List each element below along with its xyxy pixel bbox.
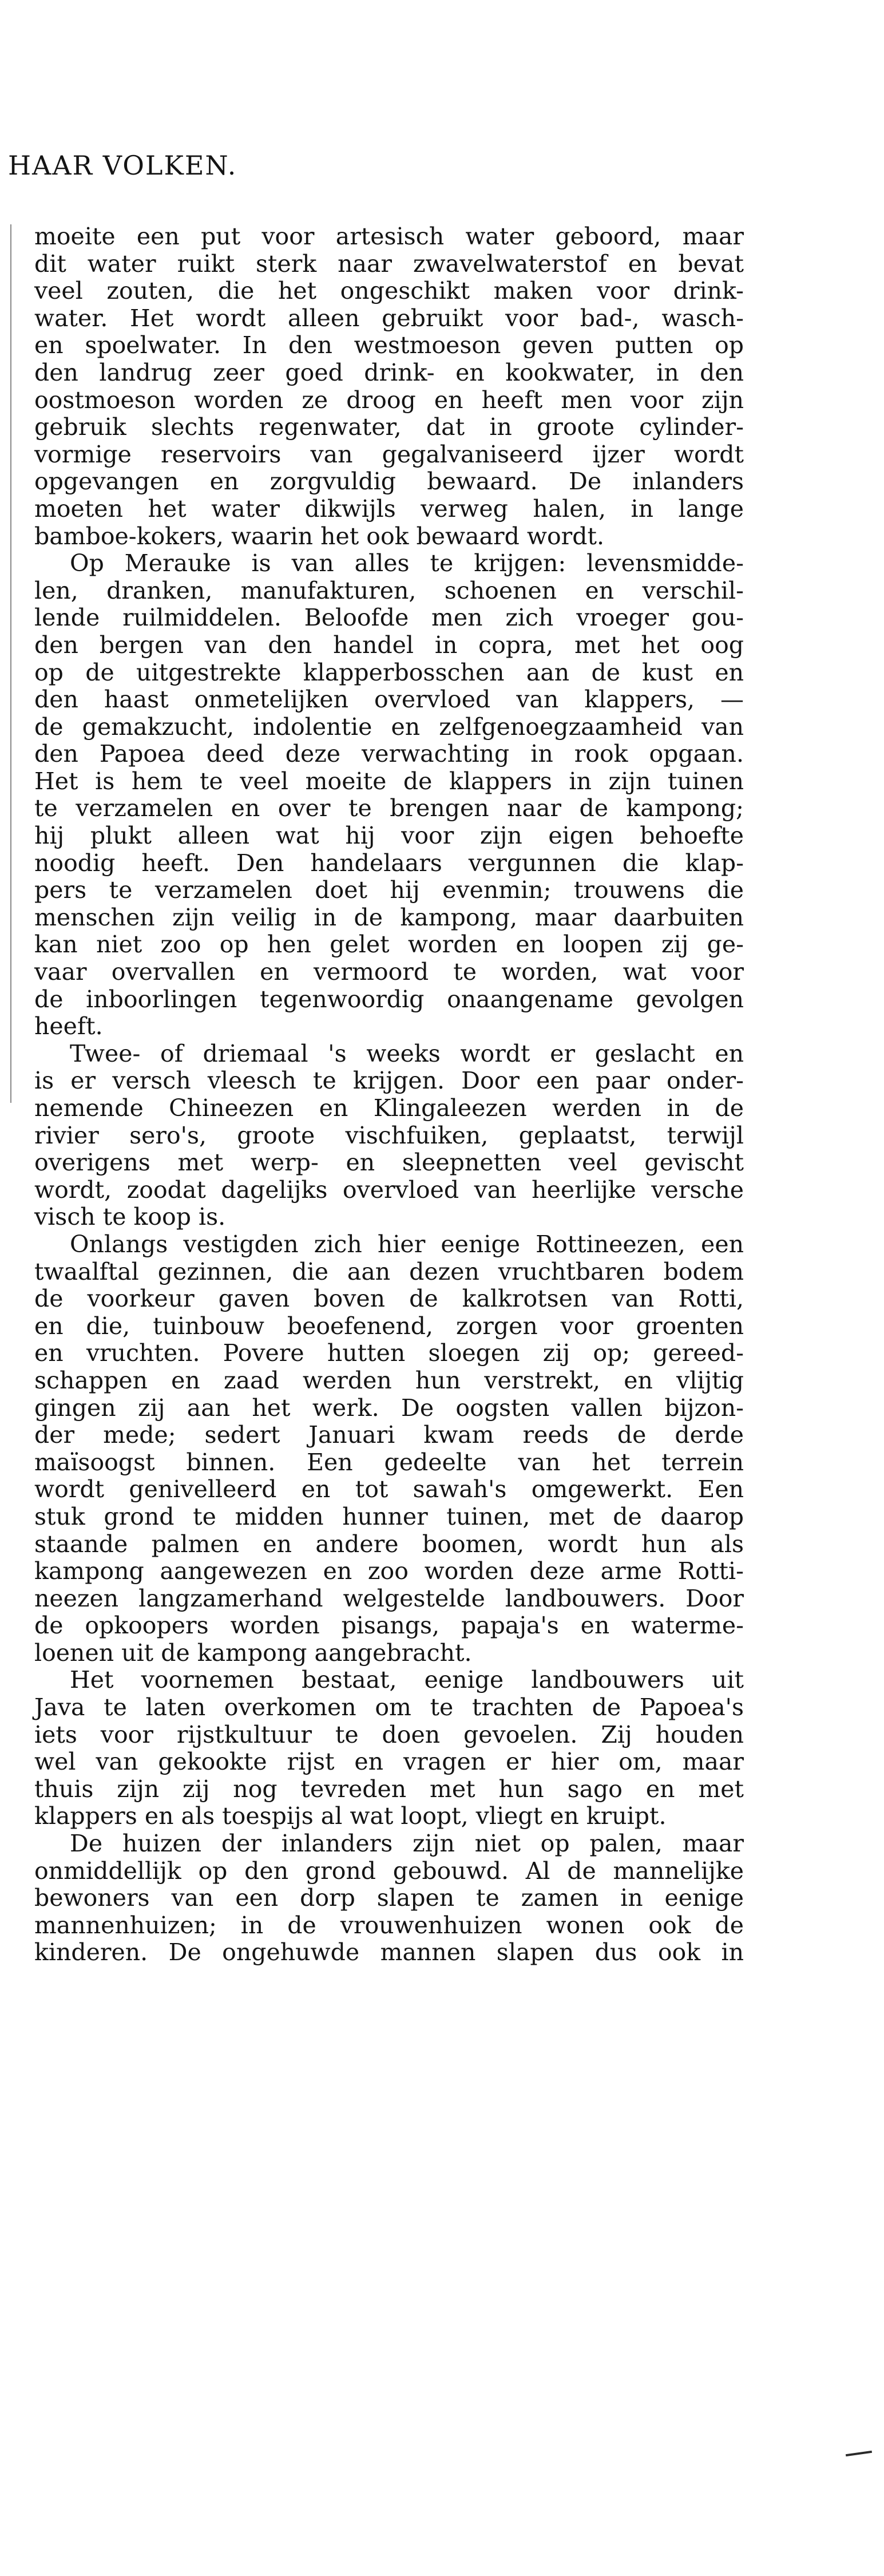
text-line: noodig heeft. Den handelaars vergunnen die klap- <box>34 849 744 877</box>
text-line: der mede; sedert Januari kwam reeds de derde <box>34 1421 744 1449</box>
text-line: Java te laten overkomen om te trachten de Papoea's <box>34 1693 744 1722</box>
text-line: moeite een put voor artesisch water geboord, maar <box>34 223 744 250</box>
text-line: maïsoogst binnen. Een gedeelte van het terrein <box>34 1448 744 1476</box>
text-line: kampong aangewezen en zoo worden deze arme Rotti- <box>34 1557 744 1585</box>
paragraph-start-line: De huizen der inlanders zijn niet op palen, maar <box>70 1830 744 1858</box>
text-line: de opkoopers worden pisangs, papaja's en waterme- <box>34 1612 744 1640</box>
text-line: water. Het wordt alleen gebruikt voor bad-, wasch- <box>34 304 744 332</box>
text-line: en die, tuinbouw beoefenend, zorgen voor groenten <box>34 1312 744 1340</box>
text-line: gingen zij aan het werk. De oogsten vallen bijzon- <box>34 1394 744 1422</box>
text-line: staande palmen en andere boomen, wordt hun als <box>34 1530 744 1558</box>
text-line: kinderen. De ongehuwde mannen slapen dus ook in <box>34 1938 744 1966</box>
text-line: menschen zijn veilig in de kampong, maar daarbuiten <box>34 903 744 931</box>
text-line: wel van gekookte rijst en vragen er hier om, maar <box>34 1748 744 1776</box>
text-line: gebruik slechts regenwater, dat in groote cylinder- <box>34 413 744 441</box>
text-line: veel zouten, die het ongeschikt maken voor drink- <box>34 277 744 305</box>
text-line: den bergen van den handel in copra, met het oog <box>34 631 744 659</box>
text-line: de gemakzucht, indolentie en zelfgenoegzaamheid van <box>34 713 744 741</box>
page-corner-mark <box>846 2451 872 2456</box>
text-line: dit water ruikt sterk naar zwavelwaterstof en bevat <box>34 250 744 278</box>
text-line: oostmoeson worden ze droog en heeft men voor zijn <box>34 386 744 414</box>
text-line: wordt genivelleerd en tot sawah's omgewerkt. Een <box>34 1475 744 1503</box>
text-line: len, dranken, manufakturen, schoenen en verschil- <box>34 576 744 604</box>
text-line: loenen uit de kampong aangebracht. <box>34 1639 472 1667</box>
text-line: den Papoea deed deze verwachting in rook opgaan. <box>34 740 744 768</box>
text-line: den landrug zeer goed drink- en kookwater, in den <box>34 358 744 386</box>
text-line: iets voor rijstkultuur te doen gevoelen. Zij houden <box>34 1720 744 1748</box>
running-header: HAAR VOLKEN. <box>8 150 237 181</box>
text-line: nemende Chineezen en Klingaleezen werden in de <box>34 1094 744 1122</box>
text-line: lende ruilmiddelen. Beloofde men zich vroeger gou- <box>34 604 744 632</box>
text-line: de voorkeur gaven boven de kalkrotsen van Rotti, <box>34 1285 744 1313</box>
text-line: hij plukt alleen wat hij voor zijn eigen behoefte <box>34 822 744 850</box>
text-line: moeten het water dikwijls verweg halen, in lange <box>34 494 744 523</box>
text-line: visch te koop is. <box>34 1203 226 1231</box>
text-line: opgevangen en zorgvuldig bewaard. De inlanders <box>34 468 744 496</box>
text-line: bewoners van een dorp slapen te zamen in eenige <box>34 1884 744 1912</box>
text-line: stuk grond te midden hunner tuinen, met de daarop <box>34 1502 744 1530</box>
text-line: onmiddellijk op den grond gebouwd. Al de mannelijke <box>34 1857 744 1885</box>
text-line: bamboe-kokers, waarin het ook bewaard wordt. <box>34 522 605 550</box>
text-line: thuis zijn zij nog tevreden met hun sago en met <box>34 1775 744 1803</box>
text-line: klappers en als toespijs al wat loopt, vliegt en kruipt. <box>34 1802 667 1830</box>
text-line: te verzamelen en over te brengen naar de kampong; <box>34 794 744 822</box>
text-line: den haast onmetelijken overvloed van klappers, — <box>34 686 744 714</box>
text-line: heeft. <box>34 1012 103 1040</box>
text-line: op de uitgestrekte klapperbosschen aan de kust en <box>34 658 744 686</box>
text-line: neezen langzamerhand welgestelde landbouwers. Door <box>34 1584 744 1612</box>
text-line: vaar overvallen en vermoord te worden, wat voor <box>34 958 744 986</box>
text-line: wordt, zoodat dagelijks overvloed van heerlijke versche <box>34 1176 744 1204</box>
text-line: is er versch vleesch te krijgen. Door een paar onder- <box>34 1067 744 1095</box>
margin-rule <box>10 224 11 1103</box>
paragraph-start-line: Het voornemen bestaat, eenige landbouwers uit <box>70 1666 744 1694</box>
paragraph-start-line: Twee- of driemaal 's weeks wordt er geslacht en <box>70 1039 744 1067</box>
text-line: en spoelwater. In den westmoeson geven putten op <box>34 331 744 359</box>
text-line: pers te verzamelen doet hij evenmin; trouwens die <box>34 876 744 904</box>
text-line: schappen en zaad werden hun verstrekt, en vlijtig <box>34 1366 744 1394</box>
text-line: mannenhuizen; in de vrouwenhuizen wonen ook de <box>34 1911 744 1939</box>
body-text <box>34 223 744 1966</box>
text-line: twaalftal gezinnen, die aan dezen vruchtbaren bodem <box>34 1257 744 1285</box>
text-line: overigens met werp- en sleepnetten veel gevischt <box>34 1149 744 1177</box>
text-line: vormige reservoirs van gegalvaniseerd ijzer wordt <box>34 440 744 468</box>
text-line: en vruchten. Povere hutten sloegen zij op; gereed- <box>34 1339 744 1367</box>
text-line: Het is hem te veel moeite de klappers in zijn tuinen <box>34 767 744 795</box>
text-line: kan niet zoo op hen gelet worden en loopen zij ge- <box>34 931 744 959</box>
paragraph-start-line: Op Merauke is van alles te krijgen: levensmidde- <box>70 549 744 577</box>
paragraph-start-line: Onlangs vestigden zich hier eenige Rottineezen, een <box>70 1230 744 1258</box>
text-line: rivier sero's, groote vischfuiken, geplaatst, terwijl <box>34 1121 744 1149</box>
text-line: de inboorlingen tegenwoordig onaangename gevolgen <box>34 985 744 1013</box>
